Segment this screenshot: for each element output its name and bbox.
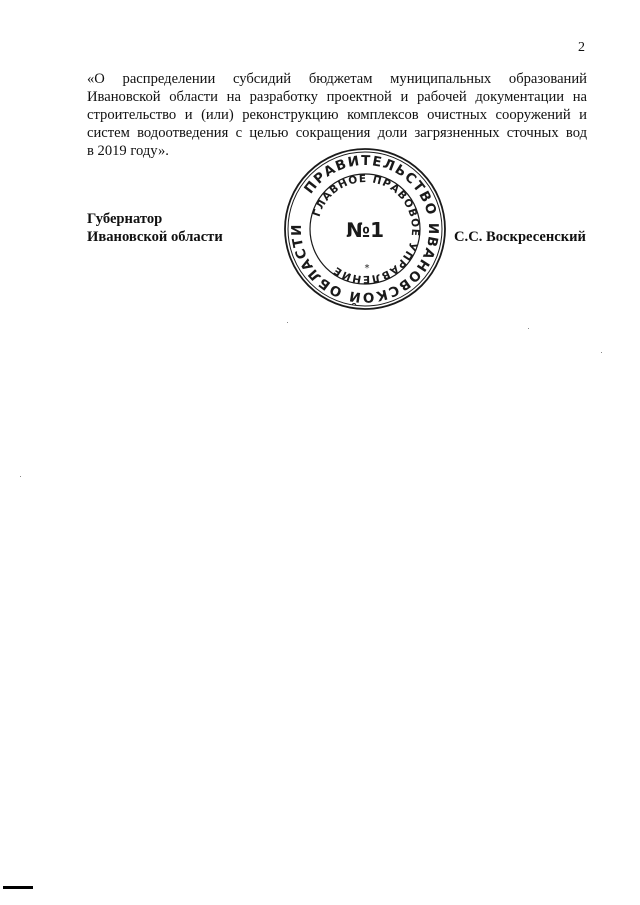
signer-title-line: Губернатор [87, 211, 163, 227]
official-stamp [283, 147, 447, 311]
scan-speck [528, 328, 529, 329]
stamp-star-icon: * [364, 263, 370, 274]
scan-speck [20, 476, 21, 477]
signer-title-line: Ивановской области [87, 229, 223, 245]
paragraph-line: систем водоотведения с целью сокращения доли загрязненных сточных вод [87, 125, 587, 141]
paragraph-line: Ивановской области на разработку проектной и рабочей документации на [87, 89, 587, 105]
page-number: 2 [578, 40, 585, 55]
signer-name: С.С. Воскресенский [454, 229, 586, 245]
stamp-outer-text: ПРАВИТЕЛЬСТВО ИВАНОВСКОЙ ОБЛАСТИ [288, 152, 442, 306]
scan-speck [601, 352, 602, 353]
stamp-inner-text: ГЛАВНОЕ ПРАВОВОЕ УПРАВЛЕНИЕ [310, 172, 422, 286]
scan-speck [287, 322, 288, 323]
paragraph-line: строительство и (или) реконструкцию комплексов очистных сооружений и [87, 107, 587, 123]
stamp-number: №1 [346, 218, 384, 242]
paragraph-line: в 2019 году». [87, 143, 169, 159]
paragraph-line: «О распределении субсидий бюджетам муниципальных образований [87, 71, 587, 87]
signer-title [87, 210, 223, 246]
scan-edge-mark [3, 886, 33, 889]
